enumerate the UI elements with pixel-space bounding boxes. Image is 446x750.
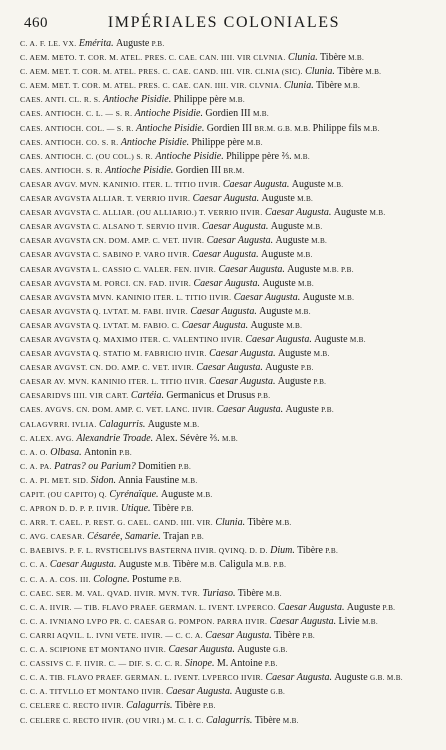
ruler-name: Auguste xyxy=(259,305,293,317)
ruler-name: Tibère xyxy=(172,559,199,571)
coin-legend-entry xyxy=(20,404,428,416)
collection-codes: P.B. xyxy=(168,575,182,584)
mint-place: Calagurris. xyxy=(205,714,253,726)
collection-codes: M.B. xyxy=(196,491,213,499)
ruler-name: Auguste xyxy=(118,559,153,571)
coin-legend-entry xyxy=(20,264,428,276)
ruler-name: Auguste xyxy=(302,291,336,303)
collection-codes: M.B. xyxy=(348,54,365,63)
coin-legend-entry xyxy=(20,80,428,92)
coin-legend-text: C. C. A. TITVLLO ET MONTANO IIVIR. xyxy=(20,687,164,697)
ruler-name: Auguste xyxy=(250,319,284,331)
ruler-name: Tibère xyxy=(316,80,342,92)
mint-place: Caesar Augusta. xyxy=(209,348,276,360)
coin-legend-text: C. CARRI AQVIL. L. IVNI VETE. IIVIR. — C. C. A. xyxy=(20,630,203,640)
collection-codes: M.B. xyxy=(363,124,380,133)
coin-legend-text: C. AEM. METO. T. COR. M. ATEL. PRES. C. CAE. CAN. IIII. VIR CLVNIA. xyxy=(20,53,286,63)
ruler-name: Auguste xyxy=(277,376,312,388)
ruler-name: Auguste xyxy=(237,644,271,656)
collection-codes: P.B. xyxy=(151,40,165,48)
mint-place: Caesar Augusta. xyxy=(190,305,257,317)
coin-legend-text: CAESAR AVGVST. CN. DO. AMP. C. VET. IIVIR. xyxy=(20,363,195,373)
coin-legend-entry xyxy=(20,644,428,656)
collection-codes: M.B. xyxy=(222,434,239,443)
ruler-name: Auguste xyxy=(314,333,348,345)
mint-place: Caesar Augusta. xyxy=(208,376,276,388)
collection-codes: M.B. xyxy=(294,307,311,316)
ruler-name: Auguste xyxy=(277,348,312,360)
coin-legend-entry xyxy=(20,334,428,346)
coin-legend-entry xyxy=(20,475,428,487)
coin-legend-text: CAESAR AVGVSTA C. ALSANO T. SERVIO IIVIR. xyxy=(20,222,200,232)
collection-codes: P.B. xyxy=(191,533,205,542)
coin-legend-text: C. C. A. xyxy=(20,560,48,570)
coin-legend-entry xyxy=(20,179,428,191)
collection-codes: M.B. xyxy=(286,321,303,330)
collection-codes: M.B. xyxy=(327,180,344,189)
collection-codes: P.B. xyxy=(313,378,327,387)
coin-legend-text: CAESARIDVS IIII. VIR CART. xyxy=(20,391,129,401)
coin-legend-text: C. AEM. MET. T. COR. M. ATEL. PRES. C. CAE. CAND. IIII. VIR. CLNIA (SIC). xyxy=(20,67,303,77)
collection-codes: M.B. xyxy=(181,476,198,485)
mint-place: Caesar Augusta. xyxy=(181,319,249,331)
mint-place: Caesar Augusta. xyxy=(192,249,259,261)
coin-legend-entry xyxy=(20,630,428,642)
coin-legend-text: C. C. A. IVNIANO LVPO PR. C. CAESAR G. POMPON. PARRA IIVIR. xyxy=(20,616,268,626)
collection-codes: M.B. xyxy=(228,96,245,105)
collection-codes: P.B. xyxy=(382,603,396,612)
collection-codes: M.B. xyxy=(313,350,330,359)
coin-legend-text: C. C. A. SCIPIONE ET MONTANO IIVIR. xyxy=(20,645,167,655)
ruler-name: Tibère xyxy=(274,629,300,641)
coin-legend-text: CAESAR AVGVSTA Q. STATIO M. FABRICIO IIVIR. xyxy=(20,349,207,359)
coin-legend-entry xyxy=(20,517,428,529)
coin-legend-text: C. CASSIVS C. F. IIVIR. C. — DIF. S. C. C. R. xyxy=(20,659,183,669)
mint-place: Cologne. xyxy=(93,573,130,585)
coin-legend-text: CAES. ANTIOCH. C. L. — S. R. xyxy=(20,109,133,119)
coin-legend-text: CAES. ANTIOCH. CO. S. R. xyxy=(20,137,119,147)
coin-legend-text: C. C. A. IIVIR. — TIB. FLAVO PRAEF. GERMAN. L. IVENT. LVPERCO. xyxy=(20,602,276,612)
ruler-name: Tibère xyxy=(174,700,201,712)
collection-codes: M.B. xyxy=(365,68,382,77)
collection-codes: G.B. xyxy=(270,688,286,697)
collection-codes: P.B. xyxy=(180,505,194,514)
coin-legend-text: CAESAR AV. MVN. KANINIO ITER. L. TITIO IIVIR. xyxy=(20,377,207,387)
ruler-name: Tibère xyxy=(247,517,274,529)
coin-legend-text: C. CELERE C. RECTO IIVIR. xyxy=(20,701,124,711)
mint-place: Caesar Augusta. xyxy=(222,178,290,190)
ruler-name: Tibère xyxy=(237,587,264,599)
mint-place: Antioche Pisidie. xyxy=(155,150,224,162)
collection-codes: M.B. xyxy=(275,519,292,528)
collection-codes: BR.M. xyxy=(223,166,245,175)
mint-place: Caesar Augusta. xyxy=(49,559,117,571)
collection-codes: G.B. xyxy=(272,646,288,655)
mint-place: Olbasa. xyxy=(50,446,82,458)
coin-legend-entry xyxy=(20,52,428,64)
collection-codes: M.B. xyxy=(306,223,323,232)
coin-legend-entry xyxy=(20,123,428,135)
ruler-name: Alex. Sévère ⅔. xyxy=(155,432,220,444)
coin-legend-entry xyxy=(20,66,428,78)
coin-legend-entry xyxy=(20,362,428,374)
coin-legend-entry xyxy=(20,489,428,501)
ruler-name: Gordien III xyxy=(205,108,251,120)
page-number: 460 xyxy=(24,15,48,31)
coin-legend-text: CAES. ANTI. CL. R. S. xyxy=(20,95,101,105)
ruler-name: Auguste xyxy=(334,672,368,684)
mint-place: Dium. xyxy=(270,545,295,557)
mint-place: Alexandrie Troade. xyxy=(76,432,154,444)
coin-legend-entry xyxy=(20,503,428,515)
coin-legend-entry xyxy=(20,376,428,388)
coin-legend-entry xyxy=(20,108,428,120)
coin-legend-entry xyxy=(20,686,428,698)
collection-codes: P.B. xyxy=(178,462,192,471)
coin-legend-text: CAES. AVGVS. CN. DOM. AMP. C. VET. LANC. IIVIR. xyxy=(20,405,215,415)
coin-legend-entry xyxy=(20,38,428,50)
coin-legend-text: CAESAR AVGVSTA L. CASSIO C. VALER. FEN. IIVIR. xyxy=(20,264,217,274)
coin-legend-entry xyxy=(20,419,428,431)
mint-place: Patras? ou Parium? xyxy=(54,460,136,472)
coin-legend-entry xyxy=(20,461,428,473)
coin-legend-entry xyxy=(20,588,428,600)
coin-legend-entry xyxy=(20,348,428,360)
collection-codes: M.B. xyxy=(252,110,269,119)
collection-codes: M.B. xyxy=(265,589,282,598)
collection-codes: M.B. xyxy=(297,195,314,204)
coin-legend-text: C. AEM. MET. T. COR. M. ATEL. PRES. C. CAE. CAN. IIII. VIR. CLVNIA. xyxy=(20,81,282,91)
ruler-name: Postume xyxy=(131,573,167,585)
mint-place: Antioche Pisidie. xyxy=(102,94,172,106)
collection-codes: M.B. xyxy=(349,335,366,344)
collection-codes: M.B. xyxy=(154,561,171,570)
coin-legend-entry xyxy=(20,531,428,543)
coin-legend-text: CAESAR AVGVSTA Q. MAXIMO ITER. C. VALENTINO IIVIR. xyxy=(20,334,243,344)
mint-place: Calagurris. xyxy=(126,700,173,712)
ruler-name: Auguste xyxy=(234,686,269,698)
coin-legend-text: C. AVG. CAESAR. xyxy=(20,532,85,542)
ruler-name: M. Antoine xyxy=(216,658,263,670)
coin-legend-entry xyxy=(20,137,428,149)
coin-legend-text: C. A. PI. MET. SID. xyxy=(20,475,89,485)
coin-legend-text: C. A. PA. xyxy=(20,461,52,471)
collection-codes: P.B. xyxy=(119,448,132,457)
coin-legend-entry xyxy=(20,193,428,205)
coin-legend-text: CAESAR AVGVSTA Q. LVTAT. M. FABI. IIVIR. xyxy=(20,306,188,316)
ruler-name: Auguste xyxy=(275,235,309,247)
coin-legend-entry xyxy=(20,390,428,402)
collection-codes: M.B. xyxy=(293,152,310,161)
collection-codes: M.B. xyxy=(298,279,314,288)
mint-place: Antioche Pisidie. xyxy=(105,164,174,176)
ruler-name: Auguste xyxy=(333,207,368,219)
mint-place: Caesar Augusta. xyxy=(269,615,337,627)
ruler-name: Auguste xyxy=(270,221,305,233)
collection-codes: M.B. xyxy=(369,209,386,218)
coin-legend-text: CAES. ANTIOCH. S. R. xyxy=(20,165,103,175)
coin-legend-entry xyxy=(20,249,428,261)
coin-legend-entry xyxy=(20,278,428,290)
mint-place: Caesar Augusta. xyxy=(245,333,312,345)
collection-codes: M.B. xyxy=(311,237,328,246)
collection-codes: M.B. xyxy=(183,420,200,429)
mint-place: Clunia. xyxy=(283,80,314,92)
coin-legend-text: CAESAR AVGVSTA Q. LVTAT. M. FABIO. C. xyxy=(20,320,180,330)
ruler-name: Auguste xyxy=(115,38,150,49)
mint-place: Antioche Pisidie. xyxy=(134,108,203,120)
collection-codes: P.B. xyxy=(302,631,316,640)
coin-legend-entry xyxy=(20,165,428,177)
mint-place: Caesar Augusta. xyxy=(165,686,233,698)
ruler-name: Philippe père xyxy=(173,94,227,106)
coin-legend-entry xyxy=(20,574,428,586)
ruler-name: Auguste xyxy=(147,418,182,430)
collection-codes: G.B. M.B. xyxy=(370,674,403,683)
collection-codes: P.B. xyxy=(264,660,278,669)
coin-legend-entry xyxy=(20,207,428,219)
ruler-name: Auguste xyxy=(265,362,299,374)
coin-legend-text: CAES. ANTIOCH. C. (OU COL.) S. R. xyxy=(20,151,154,161)
mint-place: Cyrénaïque. xyxy=(109,489,159,500)
collection-codes: M.B. P.B. xyxy=(255,561,287,570)
mint-place: Caesar Augusta. xyxy=(264,207,332,219)
coin-legend-text: CAESAR AVGVSTA MVN. KANINIO ITER. L. TITIO IIVIR. xyxy=(20,292,232,302)
collection-codes: M.B. xyxy=(282,716,299,725)
mint-place: Caesar Augusta. xyxy=(201,221,269,233)
coin-legend-entry xyxy=(20,151,428,163)
coin-legend-text: C. APRON D. D. P. P. IIVIR. xyxy=(20,504,119,514)
coin-legend-text: CAPIT. (OU CAPITO) Q. xyxy=(20,490,108,499)
coin-legend-text: CAESAR AVGV. MVN. KANINIO. ITER. L. TITIO IIVIR. xyxy=(20,179,221,189)
mint-place: Caesar Augusta. xyxy=(168,644,235,656)
mint-place: Caesar Augusta. xyxy=(206,235,274,247)
ruler-name: Germanicus et Drusus xyxy=(166,390,256,402)
coin-legend-entry xyxy=(20,433,428,445)
collection-codes: M.B. xyxy=(338,293,355,302)
collection-codes: BR.M. G.B. M.B. xyxy=(254,124,311,133)
coin-legend-entry xyxy=(20,221,428,233)
mint-place: Antioche Pisidie. xyxy=(120,136,190,148)
collection-codes: M.B. xyxy=(361,617,378,626)
collection-codes: P.B. xyxy=(202,702,216,711)
coin-legend-entry xyxy=(20,672,428,684)
coin-legend-text: C. C. A. TIB. FLAVO PRAEF. GERMAN. L. IVENT. LVPERCO IIVIR. xyxy=(20,673,264,683)
ruler-name: Livie xyxy=(338,615,360,627)
coin-legend-entry xyxy=(20,616,428,628)
mint-place: Caesar Augusta. xyxy=(218,263,285,275)
mint-place: Sinope. xyxy=(184,658,215,670)
ruler-name: Antonin xyxy=(84,446,117,458)
coin-legend-entry xyxy=(20,292,428,304)
coin-legend-text: CAESAR AVGVSTA ALLIAR. T. VERRIO IIVIR. xyxy=(20,194,191,204)
mint-place: Cartéia. xyxy=(130,390,164,402)
ruler-name: Annia Faustine xyxy=(118,474,180,486)
coin-legend-text: CAESAR AVGVSTA C. ALLIAR. (OU ALLIARIO.) T. VERRIO IIVIR. xyxy=(20,208,263,218)
mint-place: Caesar Augusta. xyxy=(233,291,301,303)
coin-legend-text: CAESAR AVGVSTA M. PORCI. CN. FAD. IIVIR. xyxy=(20,278,192,288)
ruler-name: Philippe père xyxy=(191,136,245,148)
mint-place: Clunia. xyxy=(287,52,318,64)
ruler-name: Domitien xyxy=(138,460,176,472)
coin-legend-entry xyxy=(20,306,428,318)
mint-place: Caesar Augusta. xyxy=(193,277,260,289)
coin-legend-text: C. ARR. T. CAEL. P. REST. G. CAEL. CAND. IIII. VIR. xyxy=(20,518,214,528)
collection-codes: P.B. xyxy=(300,364,314,373)
coin-legend-list xyxy=(20,38,428,727)
coin-legend-entry xyxy=(20,94,428,106)
mint-place: Césarée, Samarie. xyxy=(87,531,161,543)
mint-place: Caesar Augusta. xyxy=(192,193,260,205)
mint-place: Emérita. xyxy=(78,38,114,49)
coin-legend-entry xyxy=(20,235,428,247)
coin-legend-text: CAESAR AVGVSTA C. SABINO P. VARO IIVIR. xyxy=(20,250,190,260)
collection-codes: M.B. xyxy=(246,138,263,147)
coin-legend-text: C. C. A. A. COS. III. xyxy=(20,574,91,584)
coin-legend-entry xyxy=(20,320,428,332)
mint-place: Utique. xyxy=(120,503,151,515)
coin-legend-entry xyxy=(20,658,428,670)
coin-legend-text: CAES. ANTIOCH. COL. — S. R. xyxy=(20,123,134,133)
ruler-name: Trajan xyxy=(163,531,189,543)
mint-place: Calagurris. xyxy=(98,418,146,430)
ruler-name: Tibère xyxy=(152,503,179,515)
ruler-name: Auguste xyxy=(261,193,295,205)
coin-legend-text: C. ALEX. AVG. xyxy=(20,433,74,443)
ruler-name: Tibère xyxy=(254,714,281,726)
collection-codes: M.B. xyxy=(296,251,313,260)
collection-codes: M.B. xyxy=(344,82,361,91)
coin-legend-text: C. BAEBIVS. P. F. L. RVSTICELIVS BASTERNA IIVIR. QVINQ. D. D. xyxy=(20,546,268,556)
mint-place: Clunia. xyxy=(305,66,335,78)
ruler-name: Auguste xyxy=(285,404,319,416)
coin-legend-entry xyxy=(20,447,428,459)
coin-legend-entry xyxy=(20,700,428,712)
ruler-name: Tibère xyxy=(297,545,323,557)
mint-place: Turiaso. xyxy=(202,587,236,599)
mint-place: Sidon. xyxy=(90,474,116,486)
coin-legend-text: C. A. F. LE. VX. xyxy=(20,39,77,48)
coin-legend-text: C. CAEC. SER. M. VAL. QVAD. IIVIR. MVN. TVR. xyxy=(20,588,201,598)
collection-codes: M.B. xyxy=(200,561,217,570)
mint-place: Caesar Augusta. xyxy=(216,404,284,416)
collection-codes: P.B. xyxy=(325,547,339,556)
mint-place: Caesar Augusta. xyxy=(265,672,333,684)
ruler-name: Auguste xyxy=(262,277,296,289)
ruler-name: Auguste xyxy=(287,263,321,275)
ruler-name: Philippe père ⅔. xyxy=(226,150,292,162)
page-title: IMPÉRIALES COLONIALES xyxy=(107,14,341,31)
mint-place: Caesar Augusta. xyxy=(196,362,263,374)
coin-legend-text: C. CELERE C. RECTO IIVIR. (OU VIRI.) M. C. I. C. xyxy=(20,715,204,725)
ruler-name: Gordien III xyxy=(175,164,222,176)
coin-legend-entry xyxy=(20,715,428,727)
mint-place: Caesar Augusta. xyxy=(277,601,345,613)
coin-legend-text: C. A. O. xyxy=(20,447,48,457)
coin-legend-text: CALAGVRRI. IVLIA. xyxy=(20,419,97,429)
ruler-name: Philippe fils xyxy=(312,122,362,134)
collection-codes: M.B. P.B. xyxy=(322,265,354,274)
ruler-name: Auguste xyxy=(346,601,381,613)
ruler-name: Tibère xyxy=(320,52,346,64)
ruler-name: Auguste xyxy=(160,489,195,500)
mint-place: Antioche Pisidie. xyxy=(136,122,205,134)
page-header xyxy=(20,12,428,36)
coin-legend-text: CAESAR AVGVSTA CN. DOM. AMP. C. VET. IIVIR. xyxy=(20,236,205,246)
ruler-name: Auguste xyxy=(261,249,295,261)
ruler-name: Caligula xyxy=(219,559,254,571)
coin-legend-entry xyxy=(20,602,428,614)
mint-place: Caesar Augusta. xyxy=(205,629,272,641)
coin-legend-entry xyxy=(20,545,428,557)
collection-codes: P.B. xyxy=(257,392,271,401)
collection-codes: P.B. xyxy=(321,406,334,415)
ruler-name: Auguste xyxy=(291,178,326,190)
ruler-name: Tibère xyxy=(337,66,363,78)
mint-place: Clunia. xyxy=(215,517,246,529)
coin-legend-entry xyxy=(20,559,428,571)
ruler-name: Gordien III xyxy=(206,122,252,134)
